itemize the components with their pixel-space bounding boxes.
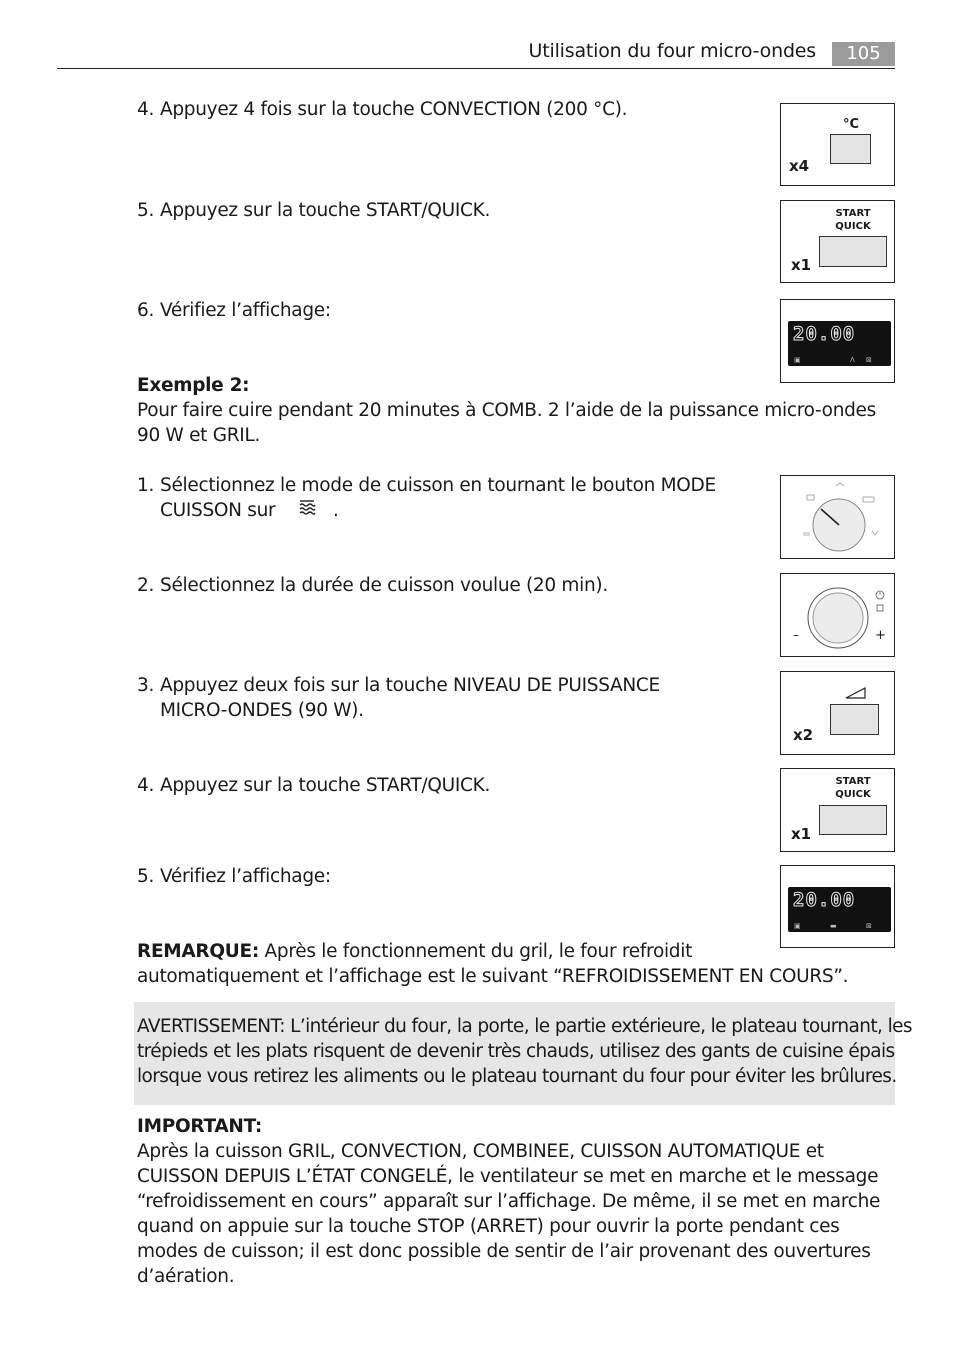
step-number: 2.: [137, 575, 155, 596]
step-2-duration: [137, 573, 608, 598]
important-title: IMPORTANT:: [137, 1116, 262, 1137]
step-number: 3.: [137, 675, 155, 696]
start-label: START: [835, 776, 871, 787]
plus-label: +: [875, 628, 886, 643]
figure-start-button: [780, 200, 895, 283]
example-title: Exemple 2:: [137, 375, 250, 396]
figure-power-button: [780, 671, 895, 755]
remark-line-1: [137, 939, 692, 964]
step-number: 4.: [137, 99, 155, 120]
figure-time-dial: [780, 573, 895, 657]
step-text: Appuyez deux fois sur la touche NIVEAU DE PUISSANCE: [160, 675, 660, 696]
important-line-2: CUISSON DEPUIS L’ÉTAT CONGELÉ, le ventilateur se met en marche et le message: [137, 1166, 879, 1187]
example-line-1: Pour faire cuire pendant 20 minutes à COMB. 2 l’aide de la puissance micro-ondes: [137, 400, 876, 421]
page-number: 105: [832, 42, 895, 66]
start-quick-button: [819, 805, 887, 835]
step-6-check-display: [137, 298, 331, 323]
convection-button: [830, 134, 871, 164]
weight-icon: ▣: [794, 356, 801, 364]
display-digits: 20.00: [793, 323, 856, 345]
remark-label: REMARQUE:: [137, 941, 259, 962]
step-text: Vérifiez l’affichage:: [160, 300, 331, 321]
quick-label: QUICK: [835, 789, 871, 800]
step-text: CUISSON sur: [160, 500, 276, 521]
step-4-convection: [137, 97, 627, 122]
step-number: 5.: [137, 200, 155, 221]
micro-icon: ⊠: [866, 356, 872, 364]
mode-dial-icon: [781, 476, 894, 558]
step-text: Sélectionnez le mode de cuisson en tournant le bouton MODE: [160, 475, 716, 496]
lcd-display: [788, 321, 891, 366]
celsius-label: °C: [842, 117, 860, 132]
step-5-start: [137, 198, 490, 223]
power-button: [830, 704, 879, 735]
step-1-mode-line-2: [160, 498, 339, 524]
display-digits: 20.00: [793, 889, 856, 911]
remark-line-2: automatiquement et l’affichage est le suivant “REFROIDISSEMENT EN COURS”.: [137, 966, 849, 987]
quick-label: QUICK: [835, 221, 871, 232]
running-header-title: Utilisation du four micro-ondes: [528, 40, 816, 62]
important-line-1: Après la cuisson GRIL, CONVECTION, COMBINEE, CUISSON AUTOMATIQUE et: [137, 1141, 824, 1162]
step-number: 1.: [137, 475, 155, 496]
important-line-6: d’aération.: [137, 1266, 235, 1287]
header-rule: [57, 68, 895, 69]
warning-line-2: trépieds et les plats risquent de devenir très chauds, utilisez des gants de cuisine épais: [137, 1041, 895, 1062]
figure-start-button-2: [780, 768, 895, 852]
step-4-start: [137, 773, 490, 798]
figure-display-1: [780, 299, 895, 383]
step-text: Sélectionnez la durée de cuisson voulue (20 min).: [160, 575, 608, 596]
step-5-check-display: [137, 864, 331, 889]
warning-line-1: AVERTISSEMENT: L’intérieur du four, la porte, le partie extérieure, le plateau tournant, les: [137, 1016, 912, 1037]
step-text-end: .: [332, 500, 339, 521]
step-text: Appuyez sur la touche START/QUICK.: [160, 775, 491, 796]
lcd-display: [788, 887, 891, 932]
example-line-2: 90 W et GRIL.: [137, 425, 261, 446]
figure-convection-button: [780, 103, 895, 186]
step-number: 4.: [137, 775, 155, 796]
press-count: x4: [789, 157, 810, 175]
important-line-4: quand on appuie sur la touche STOP (ARRET) pour ouvrir la porte pendant ces: [137, 1216, 840, 1237]
press-count: x1: [791, 256, 812, 274]
step-3-power-line-2: MICRO-ONDES (90 W).: [160, 700, 364, 721]
figure-display-2: [780, 865, 895, 948]
step-number: 6.: [137, 300, 155, 321]
warning-line-3: lorsque vous retirez les aliments ou le plateau tournant du four pour éviter les brûlures.: [137, 1066, 897, 1087]
start-label: START: [835, 208, 871, 219]
micro-icon: ⊠: [866, 922, 872, 930]
step-text: Appuyez sur la touche START/QUICK.: [160, 200, 491, 221]
step-1-mode: [137, 473, 716, 498]
important-line-5: modes de cuisson; il est donc possible de sentir de l’air provenant des ouvertures: [137, 1241, 871, 1262]
weight-icon: ▣: [794, 922, 801, 930]
grill-icon: ▬: [830, 922, 837, 930]
step-text: Appuyez 4 fois sur la touche CONVECTION (200 °C).: [160, 99, 628, 120]
remark-text: Après le fonctionnement du gril, le four refroidit: [258, 941, 693, 962]
time-dial-icon: [781, 574, 894, 656]
minus-label: –: [793, 628, 799, 642]
figure-mode-dial: [780, 475, 895, 559]
start-quick-button: [819, 236, 887, 267]
step-3-power: [137, 673, 660, 698]
fan-icon: ᐱ: [850, 356, 855, 364]
press-count: x2: [793, 726, 814, 744]
step-text: Vérifiez l’affichage:: [160, 866, 331, 887]
important-line-3: “refroidissement en cours” apparaît sur l’affichage. De même, il se met en marche: [137, 1191, 881, 1212]
grill-combi-icon: [281, 499, 333, 524]
press-count: x1: [791, 825, 812, 843]
step-number: 5.: [137, 866, 155, 887]
